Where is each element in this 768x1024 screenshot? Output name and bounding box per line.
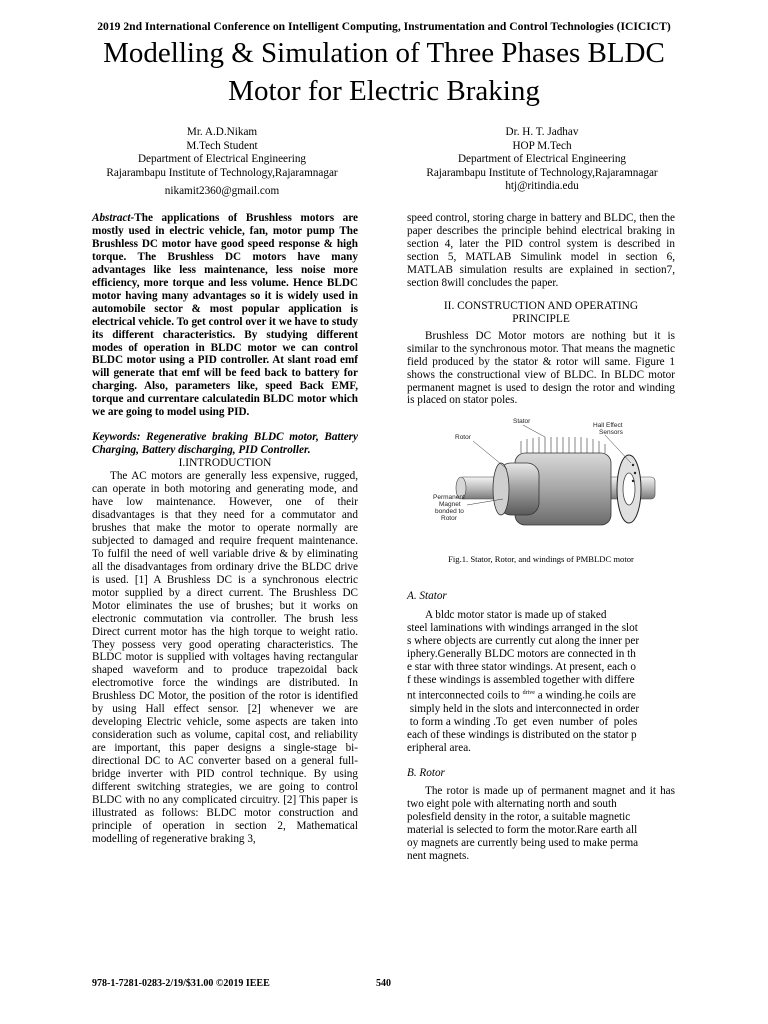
abstract-label: Abstract- (92, 212, 135, 224)
rotor-line: polesfield density in the rotor, a suitable magnetic (407, 811, 631, 824)
stator-line: steel laminations with windings arranged in the slot (407, 622, 638, 635)
rotor-line: oy magnets are currently being used to make perma (407, 837, 639, 850)
stator-line-part: a winding.he coils are (534, 689, 636, 702)
footer-isbn: 978-1-7281-0283-2/19/$31.00 ©2019 IEEE (92, 978, 270, 989)
stator-line: each of these windings is distributed on the stator p (407, 728, 637, 741)
left-column (92, 212, 358, 846)
label-pm-4: Rotor (441, 515, 457, 523)
section-heading-construction (407, 300, 675, 326)
stator-line: simply held in the slots and interconnected in order (407, 702, 640, 715)
heading-line-2: PRINCIPLE (512, 312, 570, 325)
author-position: M.Tech Student (186, 139, 258, 152)
bldc-motor-figure (407, 413, 675, 541)
introduction-continuation: speed control, storing charge in battery and BLDC, then the paper describes the principle behind electrical braking in section 4, later the PID control system is described in section 5, MATLAB Simulink model in section 6, MATLAB simulation results are explained in section7, section 8will concludes the paper. (407, 212, 675, 289)
figure-caption: Fig.1. Stator, Rotor, and windings of PMBLDC motor (448, 554, 634, 565)
author-institute: Rajarambapu Institute of Technology,Rajaramnagar (426, 166, 658, 179)
title-line-2: Motor for Electric Braking (228, 75, 540, 107)
stator-line-part: nt interconnected coils to (407, 689, 520, 702)
stator-line: to form a winding .To get even number of poles (407, 715, 638, 728)
subsection-heading-stator: A. Stator (407, 590, 447, 603)
abstract-text: The applications of Brushless motors are mostly used in electric vehicle, fan, motor pump The Brushless DC motor have good speed response & high torque. The Brushless DC motors have many advantages like less maintenance, less noise more efficiency, more torque and less volume. Hence BLDC motor having many advantages so it is widely used in automobile sector & most popular application is electrical vehicle. To get control over it we have to study its different characteristics. By studying different modes of operation in BLDC motor we can control BLDC motor using a PID controller. At slant road emf will generate that emf will be feed back to battery for charging. Also, parameters like, speed Back EMF, torque and currentare calculatedin BLDC motor which we are going to model using PID. (92, 212, 358, 419)
right-column (407, 212, 675, 863)
stator-line: iphery.Generally BLDC motors are connected in th (407, 648, 636, 661)
stator-line: A bldc motor stator is made up of staked (425, 609, 607, 622)
stator-line: e star with three stator windings. At present, each o (407, 661, 636, 674)
author-block-1 (72, 126, 372, 199)
stator-fins (521, 437, 605, 453)
author-name: Dr. H. T. Jadhav (505, 126, 579, 138)
author-position: HOP M.Tech (512, 139, 572, 152)
rotor-text: The rotor is made up of permanent magnet and it has two eight pole with alternating north and south (407, 785, 675, 811)
stator-line: f these windings is assembled together with differe (407, 674, 635, 687)
stator-text (407, 609, 675, 754)
paper-title (0, 34, 768, 110)
author-email[interactable]: nikamit2360@gmail.com (164, 185, 280, 198)
subsection-heading-rotor: B. Rotor (407, 766, 445, 779)
label-rotor: Rotor (455, 434, 471, 442)
author-department: Department of Electrical Engineering (137, 153, 307, 166)
author-department: Department of Electrical Engineering (457, 153, 627, 166)
introduction-text: The AC motors are generally less expensive, rugged, can operate in both motoring and generating mode, and have low maintenance. However, one of their disadvantages is that they need for a commutator and brushes that make the motor to operate normally are subjected to damaged and require frequent maintenance. To fulfil the need of well variable drive & by eliminating all the disadvantages from ordinary drive the BLDC drive is used. [1] A Brushless DC is a synchronous electric motor supplied by a direct current. The Brushless DC Motor eliminates the use of brushes; but it works on electronic commutation via controller. The brush less Direct current motor has the high torque to weight ratio. They possess very good operating characteristics. The BLDC motor is supplied with voltages having rectangular shaped waveform and to produce trapezoidal back electromotive force the windings are distributed. In Brushless DC Motor, the position of the rotor is identified by using Hall effect sensor. [2] whenever we are developing Electric vehicle, some aspects are taken into consideration such as volume, capital cost, and reliability are important, this paper designs a single-stage bi-directional DC to AC converter based on a general full-bridge inverter with PID control technique. By using different switching strategies, we are going to control BLDC with no any complicated circuitry. [2] This paper is illustrated as follows: BLDC motor construction and principle of operation in section 2, Mathematical modelling of regenerative braking 3, (92, 470, 358, 845)
stator-line (407, 687, 675, 703)
conference-header: 2019 2nd International Conference on Intelligent Computing, Instrumentation and Control Technologies (ICICICT) (97, 20, 671, 33)
rotor-lines (407, 811, 675, 863)
label-stator: Stator (513, 418, 531, 426)
author-name: Mr. A.D.Nikam (186, 126, 258, 138)
author-block-2 (392, 126, 692, 194)
keywords: Keywords: Regenerative braking BLDC motor, Battery Charging, Battery discharging, PID Controller. (92, 431, 358, 457)
heading-line-1: II. CONSTRUCTION AND OPERATING (443, 299, 639, 312)
label-pm-3: bonded to (435, 508, 464, 516)
section-heading-introduction: I.INTRODUCTION (178, 457, 272, 470)
author-institute: Rajarambapu Institute of Technology,Rajaramnagar (106, 166, 338, 179)
rotor-line: material is selected to form the motor.Rare earth all (407, 824, 638, 837)
construction-text: Brushless DC Motor motors are nothing but it is similar to the synchronous motor. That means the magnetic field produced by the stator & rotor will same. Figure 1 shows the constructional view of BLDC. In BLDC motor permanent magnet is used to design the rotor and winding is placed on stator poles. (407, 329, 675, 407)
rotor-line: nent magnets. (407, 850, 470, 863)
abstract (92, 212, 358, 419)
label-hall-2: Sensors (599, 429, 623, 437)
label-hall-1: Hall Effect (593, 422, 623, 430)
stator-line: eripheral area. (407, 741, 471, 754)
author-email[interactable]: htj@ritindia.edu (505, 180, 579, 193)
footer-page-number: 540 (376, 978, 391, 989)
stator-line: s where objects are currently cut along the inner per (407, 635, 640, 648)
label-pm-2: Magnet (439, 501, 461, 509)
superscript-drive: drive (522, 690, 535, 697)
label-pm-1: Permanent (433, 494, 465, 502)
title-line-1: Modelling & Simulation of Three Phases BLDC (103, 37, 665, 69)
